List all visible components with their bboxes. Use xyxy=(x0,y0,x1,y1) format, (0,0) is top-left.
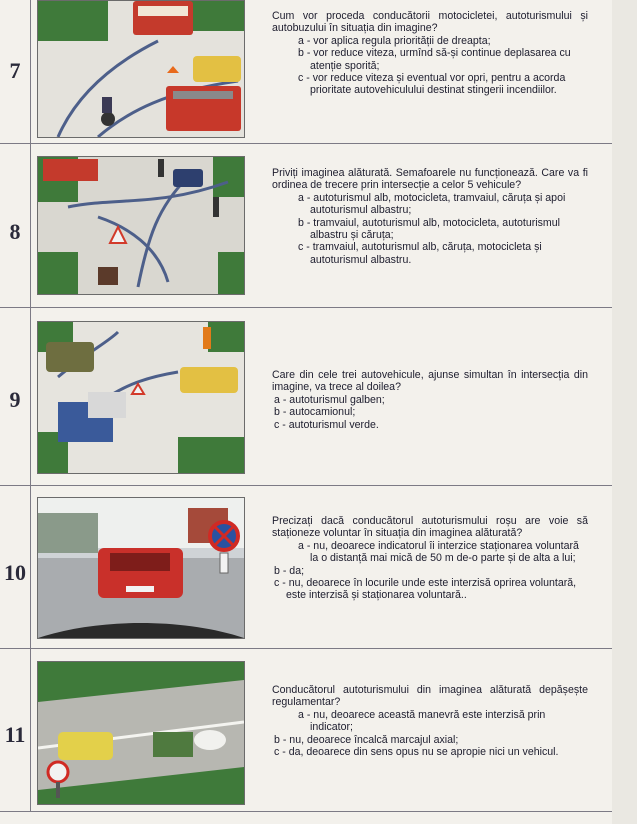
illustration-three-vehicle-intersection xyxy=(37,321,245,474)
question-text: Cum vor proceda conducătorii motocicletei, autoturismului și autobuzului în situația din imagine? xyxy=(272,10,588,35)
answer-option-a: a - nu, deoarece indicatorul îi interzice staționarea voluntară la o distanță mai mică de 50 m de-o parte și de alta a lui; xyxy=(298,539,579,565)
answer-option-c: c - nu, deoarece în locurile unde este interzisă oprirea voluntară, este interzisă și staționarea voluntară.. xyxy=(274,577,577,602)
column-divider xyxy=(30,648,31,811)
question-text-block xyxy=(272,684,588,758)
question-row-10 xyxy=(0,485,612,649)
illustration-overtaking-cart xyxy=(37,661,245,805)
answer-option-a: a - nu, deoarece această manevră este interzisă prin indicator; xyxy=(298,708,546,734)
page-edge xyxy=(612,0,637,824)
answer-option-c: c - tramvaiul, autoturismul alb, căruța, motocicleta și autoturismul albastru. xyxy=(298,241,542,266)
question-text-block xyxy=(272,10,588,97)
answer-option-b: b - nu, deoarece încalcă marcajul axial; xyxy=(274,733,459,746)
question-row-9 xyxy=(0,307,612,486)
question-number: 7 xyxy=(9,58,21,83)
question-number: 10 xyxy=(4,560,26,585)
question-text: Care din cele trei autovehicule, ajunse simultan în intersecția din imagine, va trece al doilea? xyxy=(272,369,588,394)
answer-option-b: b - autocamionul; xyxy=(274,406,356,419)
question-row-8 xyxy=(0,143,612,308)
column-divider xyxy=(30,0,31,143)
column-divider xyxy=(30,143,31,307)
question-text: Conducătorul autoturismului din imaginea alăturată depășește regulamentar? xyxy=(272,684,588,709)
answer-option-c: c - vor reduce viteza și eventual vor opri, pentru a acorda prioritate autovehiculului destinat stingerii incendiilor. xyxy=(298,72,566,97)
column-divider xyxy=(30,307,31,485)
question-text-block xyxy=(272,369,588,431)
answer-option-b: b - da; xyxy=(274,564,305,577)
question-number: 8 xyxy=(9,219,21,244)
answer-option-c: c - da, deoarece din sens opus nu se apropie nici un vehicul. xyxy=(274,746,559,759)
question-text: Priviți imaginea alăturată. Semafoarele nu funcționează. Care va fi ordinea de trecere prin intersecție a celor 5 vehicule? xyxy=(272,167,588,192)
column-divider xyxy=(30,485,31,648)
answer-option-a: a - autoturismul alb, motocicleta, tramvaiul, căruța și apoi autoturismul albastru; xyxy=(298,191,566,217)
illustration-fire-truck-intersection xyxy=(37,0,245,138)
answer-option-b: b - vor reduce viteza, urmînd să-și continue deplasarea cu atenție sporită; xyxy=(298,47,571,72)
answer-option-a: a - vor aplica regula priorității de dreapta; xyxy=(298,34,491,47)
answer-option-a: a - autoturismul galben; xyxy=(274,393,385,406)
illustration-five-vehicle-intersection xyxy=(37,156,245,295)
question-row-11 xyxy=(0,648,612,812)
illustration-red-car-no-stopping-sign xyxy=(37,497,245,639)
question-number: 11 xyxy=(4,722,26,747)
question-text: Precizați dacă conducătorul autoturismului roșu are voie să staționeze voluntar în situația din imaginea alăturată? xyxy=(272,515,588,540)
question-row-7 xyxy=(0,0,612,144)
answer-option-b: b - tramvaiul, autoturismul alb, motocicleta, autoturismul albastru și căruța; xyxy=(298,216,561,242)
question-text-block xyxy=(272,167,588,266)
question-number: 9 xyxy=(9,387,21,412)
answer-option-c: c - autoturismul verde. xyxy=(274,418,379,431)
question-text-block xyxy=(272,515,588,602)
